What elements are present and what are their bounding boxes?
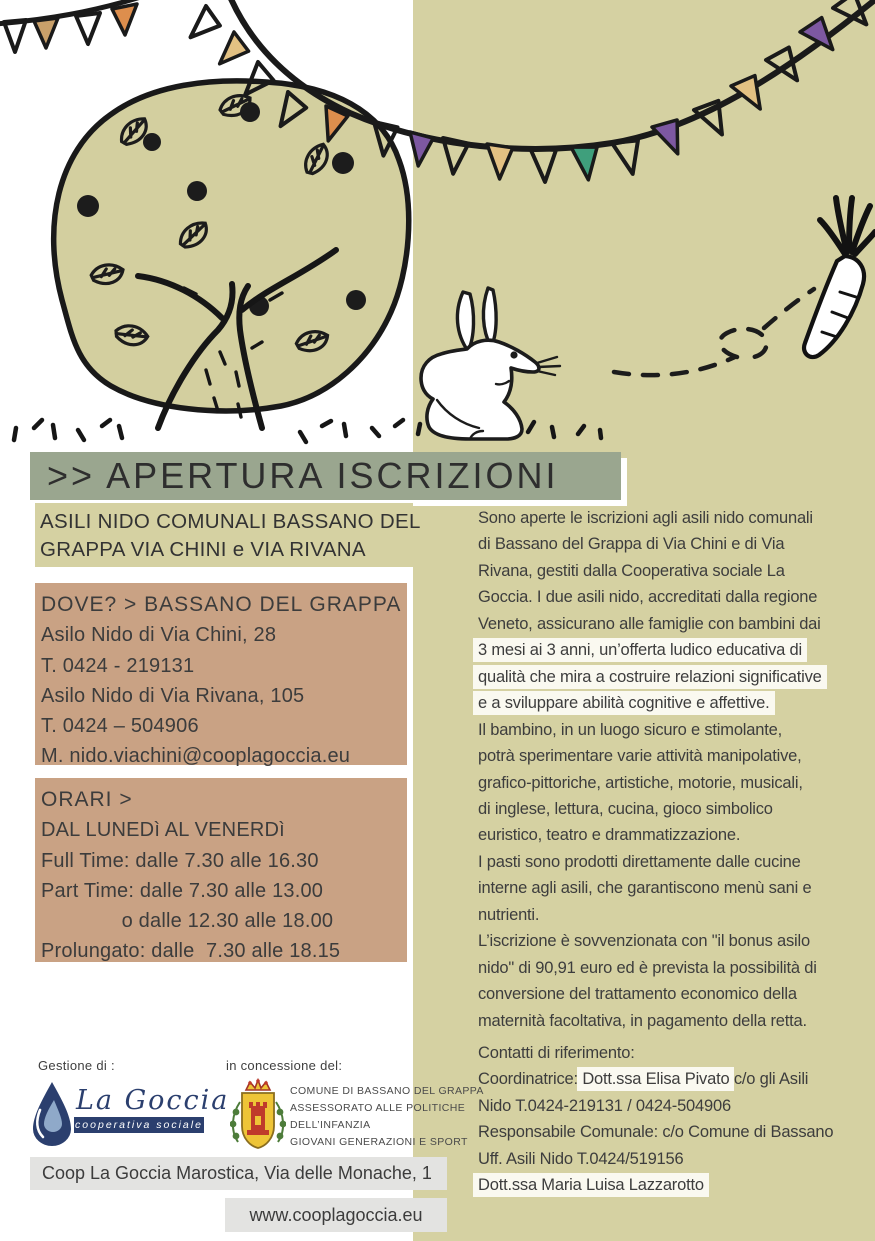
tree-trunk [138, 250, 336, 428]
text-segment: Sono aperte le iscrizioni agli asili nido comunali [478, 509, 813, 527]
paragraph-line [478, 558, 822, 584]
contact-line [478, 1146, 833, 1172]
dove-line: T. 0424 - 219131 [41, 654, 195, 677]
trunk-hatches [184, 288, 282, 417]
dove-line: Asilo Nido di Via Chini, 28 [41, 624, 277, 647]
text-segment: c/o gli Asili [729, 1070, 809, 1089]
subtitle-block [35, 503, 421, 567]
text-segment: Contatti di riferimento: [478, 1044, 635, 1062]
text-segment: Goccia. I due asili nido, accreditati dalla regione [478, 588, 818, 607]
paragraph-line [478, 770, 822, 796]
text-segment: conversione del trattamento economico della [478, 985, 797, 1004]
tree-fruit-dots [77, 102, 366, 316]
highlighted-text: e a sviluppare abilità cognitive e affettive. [478, 691, 770, 715]
text-segment: Veneto, assicurano alle famiglie con bambini dai [478, 614, 821, 633]
paragraph-line [478, 664, 822, 690]
contact-line [478, 1172, 833, 1198]
la-goccia-logo-bar [74, 1117, 204, 1133]
orari-box [35, 778, 407, 962]
address-bar [30, 1157, 447, 1190]
orari-line: Full Time: dalle 7.30 alle 16.30 [41, 849, 319, 872]
orari-line: DAL LUNEDì AL VENERDì [41, 819, 285, 842]
text-segment: Rivana, gestiti dalla Cooperativa sociale La [478, 561, 785, 580]
bunting-garland [0, 0, 150, 52]
contact-line [478, 1093, 833, 1119]
paragraph-line [478, 743, 822, 769]
website-link[interactable]: www.cooplagoccia.eu [249, 1204, 423, 1225]
paragraph-line [478, 1008, 822, 1034]
text-segment: di inglese, lettura, cucina, gioco simbolico [478, 799, 773, 818]
text-segment: Responsabile Comunale: c/o Comune di Bassano [478, 1123, 834, 1142]
text-segment: di Bassano del Grappa di Via Chini e di Via [478, 535, 785, 554]
contact-line [478, 1066, 833, 1092]
text-segment: Uff. Asili Nido T.0424/519156 [478, 1149, 684, 1168]
orari-line: Part Time: dalle 7.30 alle 13.00 [41, 879, 324, 902]
cooperativa-sociale-label: cooperativa sociale [75, 1119, 203, 1131]
contact-line [478, 1040, 833, 1066]
paragraph-line [478, 796, 822, 822]
text-segment: maternità facoltativa, in pagamento della retta. [478, 1011, 807, 1030]
text-segment: L’iscrizione è sovvenzionata con "il bonus asilo [478, 932, 810, 951]
paragraph-line [478, 611, 822, 637]
text-segment: nido" di 90,91 euro ed è prevista la possibilità di [478, 958, 817, 977]
orari-lines [41, 815, 407, 966]
dove-line: Asilo Nido di Via Rivana, 105 [41, 684, 305, 707]
dove-heading: DOVE? > BASSANO DEL GRAPPA [41, 593, 402, 616]
orari-line: Prolungato: dalle 7.30 alle 18.15 [41, 940, 341, 963]
paragraph-line [478, 875, 822, 901]
title-banner [30, 452, 621, 500]
text-segment: Coordinatrice: [478, 1070, 583, 1089]
highlighted-text: Dott.ssa Elisa Pivato [582, 1067, 729, 1091]
paragraph-line [478, 849, 822, 875]
la-goccia-drop-icon [30, 1080, 76, 1150]
text-segment: Il bambino, in un luogo sicuro e stimolante, [478, 720, 782, 739]
paragraph-line [478, 822, 822, 848]
email-link[interactable]: M. nido.viachini@cooplagoccia.eu [41, 745, 351, 768]
tree-leaves [90, 93, 334, 355]
comune-line: COMUNE DI BASSANO DEL GRAPPA [290, 1085, 484, 1097]
dove-lines [41, 620, 407, 771]
paragraph-line [478, 637, 822, 663]
text-segment: euristico, teatro e drammatizzazione. [478, 826, 741, 845]
address-text: Coop La Goccia Marostica, Via delle Monache, 1 [42, 1163, 432, 1183]
intro-paragraph [478, 505, 822, 1034]
paragraph-line [478, 955, 822, 981]
la-goccia-logo-text: La Goccia [76, 1085, 230, 1116]
highlighted-text: 3 mesi ai 3 anni, un’offerta ludico educativa di [478, 638, 802, 662]
comune-line: GIOVANI GENERAZIONI E SPORT [290, 1136, 468, 1148]
crest-tower-door [255, 1116, 261, 1125]
tree-illustration [54, 81, 409, 428]
text-segment: Nido T.0424-219131 / 0424-504906 [478, 1096, 731, 1115]
gestione-label: Gestione di : [38, 1058, 115, 1073]
contact-line [478, 1119, 833, 1145]
dove-line: T. 0424 – 504906 [41, 715, 199, 738]
orari-line: o dalle 12.30 alle 18.00 [41, 910, 334, 933]
paragraph-line [478, 505, 822, 531]
orari-heading: ORARI > [41, 788, 133, 811]
text-segment: potrà sperimentare varie attività manipolative, [478, 747, 802, 766]
paragraph-line [478, 717, 822, 743]
subtitle-line: GRAPPA VIA CHINI e VIA RIVANA [40, 538, 366, 561]
crest-crown [246, 1079, 270, 1090]
text-segment: grafico-pittoriche, artistiche, motorie, musicali, [478, 773, 803, 792]
highlighted-text: Dott.ssa Maria Luisa Lazzarotto [478, 1173, 704, 1197]
subtitle-line: ASILI NIDO COMUNALI BASSANO DEL [40, 510, 421, 533]
comune-line: DELL’INFANZIA [290, 1119, 371, 1131]
paragraph-line [478, 690, 822, 716]
text-segment: nutrienti. [478, 905, 540, 924]
comune-crest-icon [230, 1078, 286, 1152]
text-segment: interne agli asili, che garantiscono menù sani e [478, 879, 812, 898]
page-title: >> APERTURA ISCRIZIONI [47, 455, 559, 496]
highlighted-text: qualità che mira a costruire relazioni significative [478, 665, 822, 689]
contacts-section [478, 1040, 833, 1199]
website-bar [225, 1198, 447, 1232]
concessione-label: in concessione del: [226, 1058, 343, 1073]
paragraph-line [478, 584, 822, 610]
paragraph-line [478, 902, 822, 928]
paragraph-line [478, 981, 822, 1007]
comune-line: ASSESSORATO ALLE POLITICHE [290, 1102, 466, 1114]
paragraph-line [478, 531, 822, 557]
text-segment: I pasti sono prodotti direttamente dalle cucine [478, 852, 801, 871]
comune-text [290, 1083, 484, 1151]
dove-box [35, 583, 407, 768]
paragraph-line [478, 928, 822, 954]
